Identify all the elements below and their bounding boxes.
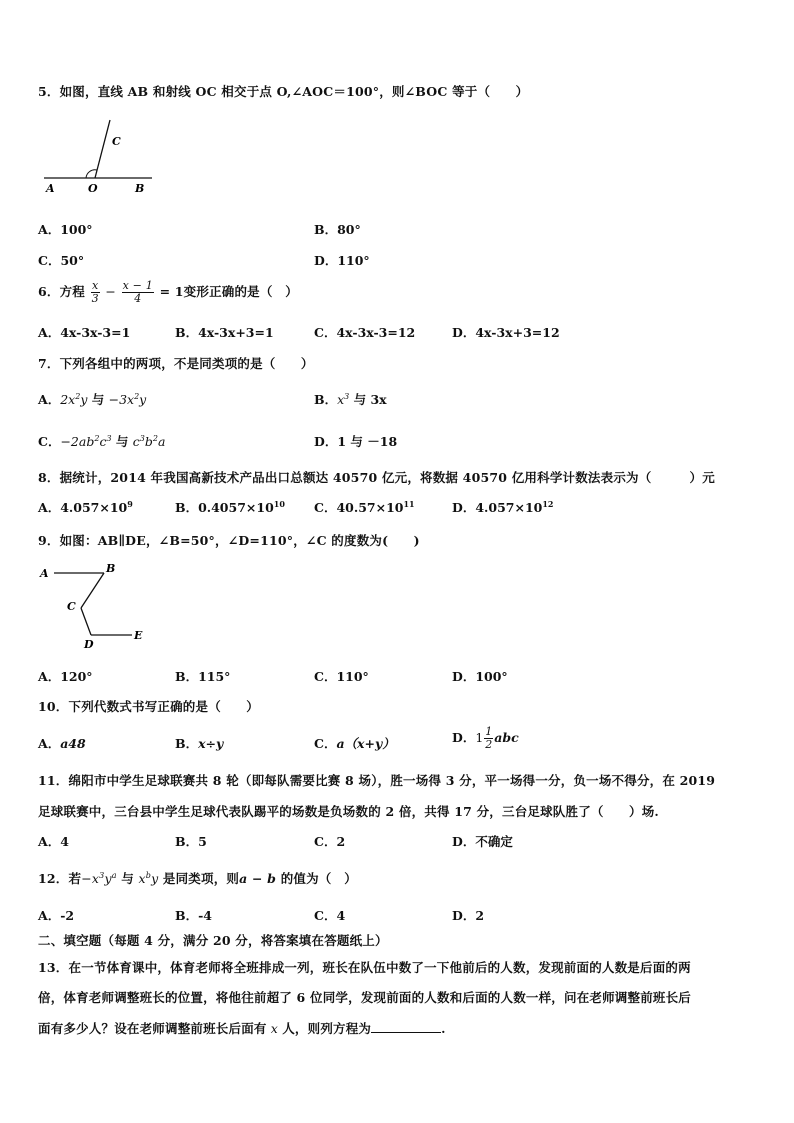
label-B: B xyxy=(106,562,116,575)
label-C: C xyxy=(112,135,121,148)
q10-option-d[interactable]: D．1 $\frac{1}{2}$ abc xyxy=(452,725,519,751)
q5-stem: 5．如图，直线 AB 和射线 OC 相交于点 O,∠AOC＝100°，则∠BOC 等于（ ） xyxy=(38,84,529,99)
q5-option-c[interactable]: C．50° xyxy=(38,253,85,268)
q9-option-d[interactable]: D．100° xyxy=(452,669,508,684)
q6-suffix: = 1变形正确的是（ ） xyxy=(159,284,298,299)
q9-figure xyxy=(36,560,156,650)
q6-fraction-2: $\frac{x - 1}{4}$ xyxy=(122,279,153,305)
q10-option-c[interactable]: C．a（x+y） xyxy=(314,736,395,751)
q5-option-d[interactable]: D．110° xyxy=(314,253,370,268)
q13-stem-line-3: 面有多少人？设在老师调整前班长后面有 x 人，则列方程为 . xyxy=(38,1021,446,1036)
q11-option-b[interactable]: B．5 xyxy=(175,834,207,849)
q7-option-a[interactable]: A．$2x^2y$ 与 $-3x^2y$ xyxy=(38,392,147,407)
q7-option-b[interactable]: B．$x^3$ 与 3x xyxy=(314,392,387,407)
q9-option-c[interactable]: C．110° xyxy=(314,669,369,684)
q10-option-a[interactable]: A．a48 xyxy=(38,736,86,751)
q5-figure xyxy=(40,118,160,198)
q5-option-b[interactable]: B．80° xyxy=(314,222,361,237)
q5-option-a[interactable]: A．100° xyxy=(38,222,93,237)
q7-option-d[interactable]: D．1 与 －18 xyxy=(314,434,398,449)
q6-fraction-1: $\frac{x}{3}$ xyxy=(91,279,99,305)
q6-option-c[interactable]: C．4x-3x-3=12 xyxy=(314,325,416,340)
q7-option-c[interactable]: C．$-2ab^2c^3$ 与 $c^3b^2a$ xyxy=(38,434,166,449)
q10-stem: 10．下列代数式书写正确的是（ ） xyxy=(38,699,259,714)
q11-stem-line-2: 足球联赛中，三台县中学生足球代表队踢平的场数是负场数的 2 倍，共得 17 分，三台足球队胜了（ ）场. xyxy=(38,804,659,819)
q11-stem-line-1: 11．绵阳市中学生足球联赛共 8 轮（即每队需要比赛 8 场），胜一场得 3 分，平一场得一分，负一场不得分，在 2019 xyxy=(38,773,716,788)
q6-option-a[interactable]: A．4x-3x-3=1 xyxy=(38,325,131,340)
q13-stem-line-2: 倍，体育老师调整班长的位置，将他往前超了 6 位同学，发现前面的人数和后面的人数一样，问在老师调整前班长后 xyxy=(38,990,692,1005)
q12-option-c[interactable]: C．4 xyxy=(314,908,346,923)
q12-stem: 12．若$-x^3y^a$ 与 $x^by$ 是同类项，则a − b 的值为（ ） xyxy=(38,871,357,886)
q11-option-c[interactable]: C．2 xyxy=(314,834,346,849)
label-A: A xyxy=(46,182,55,195)
q6-option-b[interactable]: B．4x-3x+3=1 xyxy=(175,325,274,340)
q11-option-a[interactable]: A．4 xyxy=(38,834,69,849)
q6-stem xyxy=(38,280,298,305)
q6-minus: − xyxy=(105,284,117,299)
q13-answer-blank[interactable] xyxy=(371,1020,441,1033)
q9-stem: 9．如图：AB∥DE，∠B=50°，∠D=110°，∠C 的度数为( ) xyxy=(38,533,420,548)
label-A: A xyxy=(40,567,49,580)
label-D: D xyxy=(84,638,94,650)
q12-option-b[interactable]: B．-4 xyxy=(175,908,212,923)
q8-option-b[interactable]: B．$0.4057\times 10^{10}$ xyxy=(175,499,285,515)
q8-option-a[interactable]: A．$4.057\times 10^9$ xyxy=(38,499,133,515)
q6-option-d[interactable]: D．4x-3x+3=12 xyxy=(452,325,560,340)
q12-option-d[interactable]: D．2 xyxy=(452,908,485,923)
q7-stem: 7．下列各组中的两项，不是同类项的是（ ） xyxy=(38,356,314,371)
q9-option-b[interactable]: B．115° xyxy=(175,669,231,684)
q13-stem-line-1: 13．在一节体育课中，体育老师将全班排成一列，班长在队伍中数了一下他前后的人数，发现前面的人数是后面的两 xyxy=(38,960,691,975)
q12-option-a[interactable]: A．-2 xyxy=(38,908,75,923)
label-B: B xyxy=(135,182,145,195)
q8-option-d[interactable]: D．$4.057\times 10^{12}$ xyxy=(452,499,554,515)
q9-option-a[interactable]: A．120° xyxy=(38,669,93,684)
q8-stem: 8．据统计，2014 年我国高新技术产品出口总额达 40570 亿元，将数据 40570 亿用科学计数法表示为（ ）元 xyxy=(38,470,715,485)
q6-prefix: 6．方程 xyxy=(38,284,85,299)
q11-option-d[interactable]: D．不确定 xyxy=(452,834,513,849)
section-2-heading: 二、填空题（每题 4 分，满分 20 分，将答案填在答题纸上） xyxy=(38,933,388,948)
label-E: E xyxy=(134,629,143,642)
label-C: C xyxy=(67,600,76,613)
q8-option-c[interactable]: C．$40.57\times 10^{11}$ xyxy=(314,499,415,515)
q10-option-b[interactable]: B．x÷y xyxy=(175,736,224,751)
label-O: O xyxy=(88,182,98,195)
